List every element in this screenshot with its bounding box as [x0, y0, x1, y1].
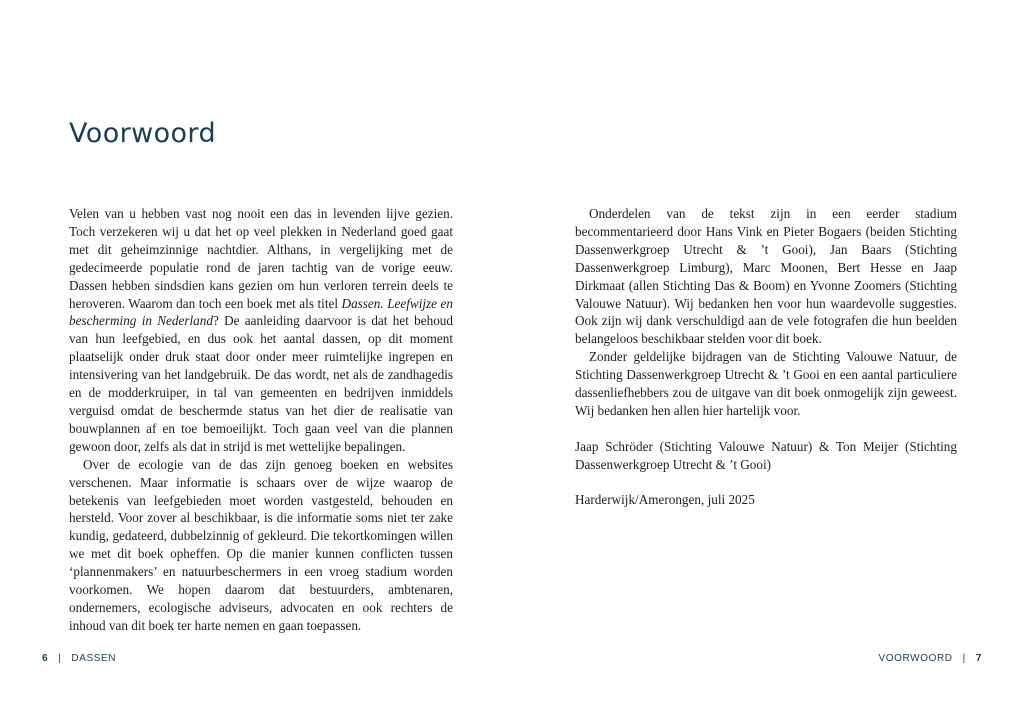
- paragraph-text: ? De aanleiding daarvoor is dat het behoud van hun leefgebied, en dus ook het aantal dassen, op dit moment plaatselijk onder druk staat door onder meer ruimtelijke ingrepen en intensivering van het landgebruik. De das wordt, net als de zandhagedis en de modderkruiper, in tal van gemeenten en bedrijven inmiddels verguisd omdat de beschermde status van het dier de realisatie van bouwplannen af en toe bemoeilijkt. Toch gaan veel van die plannen gewoon door, zelfs als dat in strijd is met wettelijke bepalingen.: [69, 313, 453, 454]
- footer-separator: |: [58, 653, 62, 664]
- left-text-column: [69, 205, 453, 635]
- right-paragraph-2: Zonder geldelijke bijdragen van de Stichting Valouwe Natuur, de Stichting Dassenwerkgroep Utrecht & ’t Gooi en een aantal particuliere dassenliefhebbers zou de uitgave van dit boek onmogelijk zijn geweest. Wij bedanken hen allen hier hartelijk voor.: [575, 349, 957, 418]
- right-text-column: [575, 205, 957, 509]
- book-title-italic: Dassen. Leefwijze en bescherming in Nederland: [69, 295, 454, 329]
- right-paragraph-1: Onderdelen van de tekst zijn in een eerder stadium becommentarieerd door Hans Vink en Pieter Bogaers (beiden Stichting Dassenwerkgroep Utrecht & ’t Gooi), Jan Baars (Stichting Dassenwerkgroep Limburg), Marc Moonen, Bert Hesse en Jaap Dirkmaat (allen Stichting Das & Boom) en Yvonne Zoomers (Stichting Valouwe Natuur). Wij bedanken hen voor hun waardevolle suggesties. Ook zijn wij dank verschuldigd aan de vele fotografen die hun beelden belangeloos beschikbaar stelden voor dit boek.: [575, 206, 957, 347]
- page-number: 7: [975, 653, 982, 664]
- place-date: Harderwijk/Amerongen, juli 2025: [575, 492, 755, 508]
- footer-separator: |: [962, 653, 966, 664]
- paragraph-text: Velen van u hebben vast nog nooit een das in levenden lijve gezien. Toch verzekeren wij u dat het op veel plekken in Nederland goed gaat met dit geheimzinnige nachtdier. Althans, in vergelijking met de gedecimeerde populatie rond de jaren tachtig van de vorige eeuw. Dassen hebben sindsdien kans gezien om hun verloren terrein deels te heroveren. Waarom dan toch een boek met als titel: [69, 206, 453, 311]
- page-number: 6: [42, 653, 49, 664]
- signature: Jaap Schröder (Stichting Valouwe Natuur) & Ton Meijer (Stichting Dassenwerkgroep Utrecht & ’t Gooi): [575, 438, 957, 472]
- right-page-footer: [879, 653, 982, 664]
- running-head: DASSEN: [71, 653, 117, 664]
- running-head: VOORWOORD: [878, 653, 953, 664]
- chapter-title: Voorwoord: [69, 118, 216, 149]
- left-paragraph-1: [69, 205, 453, 456]
- left-paragraph-2: Over de ecologie van de das zijn genoeg boeken en websites verschenen. Maar informatie is schaars over de wijze waarop de betekenis van leefgebieden moet worden vastgesteld, behouden en hersteld. Voor zover al beschikbaar, is die informatie soms niet ter zake kundig, gedateerd, dubbelzinnig of gekleurd. Die tekortkomingen willen we met dit boek opheffen. Op die manier kunnen conflicten tussen ‘plannenmakers’ en natuurbeschermers in een vroeg stadium worden voorkomen. We hopen daarom dat bestuurders, ambtenaren, ondernemers, ecologische adviseurs, advocaten en ook rechters de inhoud van dit boek ter harte nemen en gaan toepassen.: [69, 456, 453, 633]
- left-page-footer: [42, 653, 116, 664]
